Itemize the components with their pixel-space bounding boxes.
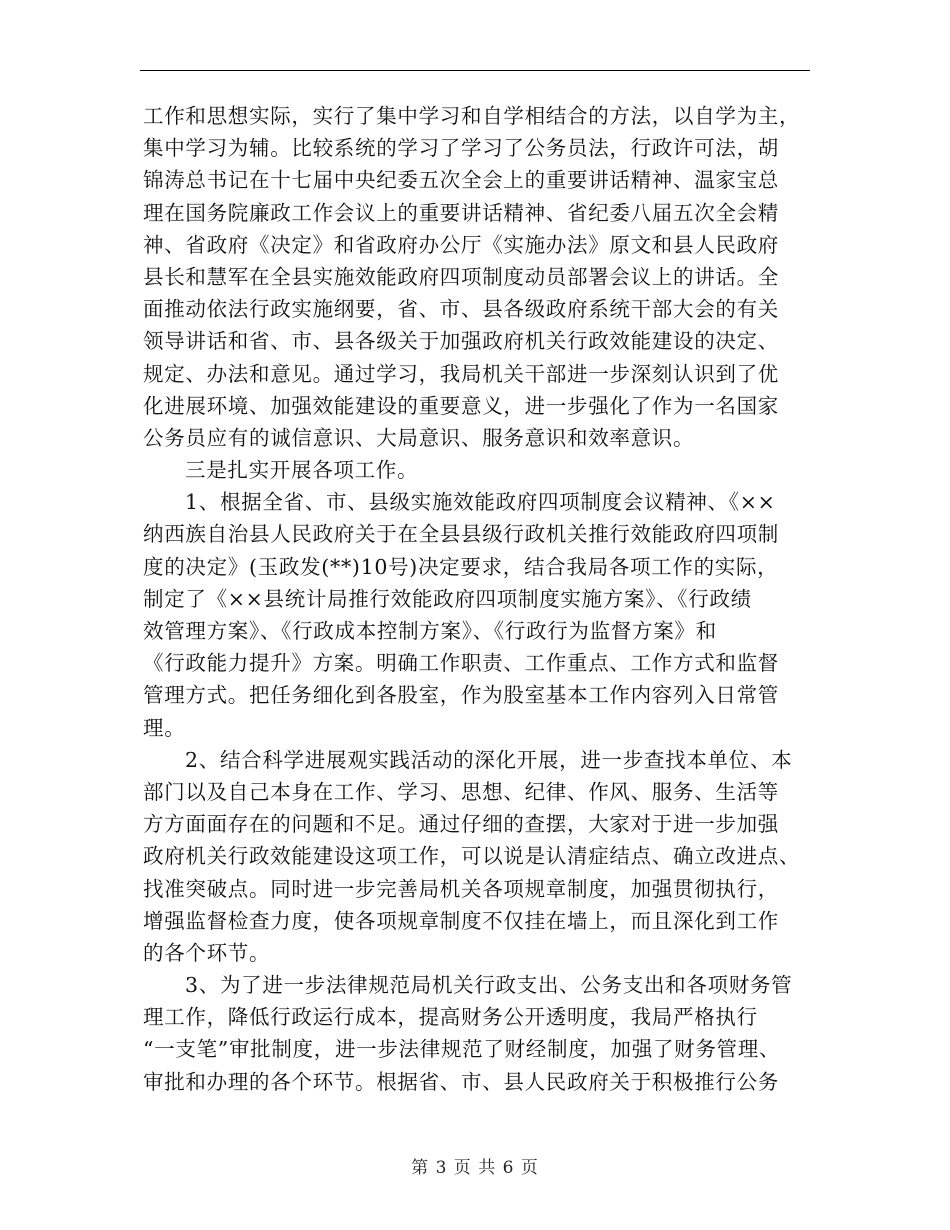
text-line: 理。 — [143, 715, 186, 740]
text-line: 方方面面存在的问题和不足。通过仔细的查摆，大家对于进一步加强 — [143, 812, 779, 837]
text-line: 理工作，降低行政运行成本，提高财务公开透明度，我局严格执行 — [143, 1005, 758, 1030]
header-rule — [140, 70, 810, 71]
text-line: 面推动依法行政实施纲要，省、市、县各级政府系统干部大会的有关 — [143, 297, 779, 322]
paragraph-start: 1、根据全省、市、县级实施效能政府四项制度会议精神、《×× — [185, 490, 776, 515]
text-line: 政府机关行政效能建设这项工作，可以说是认清症结点、确立改进点、 — [143, 844, 801, 869]
text-line: 工作和思想实际，实行了集中学习和自学相结合的方法，以自学为主， — [143, 104, 801, 128]
text-line: 效管理方案》、《行政成本控制方案》、《行政行为监督方案》和 — [143, 619, 717, 643]
text-line: 度的决定》(玉政发(**)10号)决定要求，结合我局各项工作的实际， — [143, 554, 779, 579]
text-line: 《行政能力提升》方案。明确工作职责、工作重点、工作方式和监督 — [143, 651, 779, 676]
text-line: 理在国务院廉政工作会议上的重要讲话精神、省纪委八届五次全会精 — [143, 200, 779, 225]
text-line: 领导讲话和省、市、县各级关于加强政府机关行政效能建设的决定、 — [143, 329, 779, 354]
text-line: 集中学习为辅。比较系统的学习了学习了公务员法，行政许可法，胡 — [143, 136, 779, 161]
text-line: 部门以及自己本身在工作、学习、思想、纪律、作风、服务、生活等 — [143, 779, 779, 804]
text-line: 神、省政府《决定》和省政府办公厅《实施办法》原文和县人民政府 — [143, 232, 779, 257]
paragraph-start: 2、结合科学进展观实践活动的深化开展，进一步查找本单位、本 — [185, 747, 793, 772]
text-line: 化进展环境、加强效能建设的重要意义，进一步强化了作为一名国家 — [143, 393, 779, 418]
text-line: 县长和慧军在全县实施效能政府四项制度动员部署会议上的讲话。全 — [143, 264, 779, 289]
text-line: “一支笔”审批制度，进一步法律规范了财经制度，加强了财务管理、 — [143, 1037, 781, 1062]
text-line: 找准突破点。同时进一步完善局机关各项规章制度，加强贯彻执行， — [143, 876, 779, 901]
document-body — [143, 100, 813, 1098]
text-line: 制定了《××县统计局推行效能政府四项制度实施方案》、《行政绩 — [143, 586, 752, 611]
page-number: 第 3 页 共 6 页 — [411, 1158, 539, 1178]
text-line: 纳西族自治县人民政府关于在全县县级行政机关推行效能政府四项制 — [143, 522, 779, 547]
text-line: 管理方式。把任务细化到各股室，作为股室基本工作内容列入日常管 — [143, 683, 779, 708]
section-heading: 三是扎实开展各项工作。 — [185, 458, 419, 483]
text-line: 审批和办理的各个环节。根据省、市、县人民政府关于积极推行公务 — [143, 1069, 779, 1094]
text-line: 规定、办法和意见。通过学习，我局机关干部进一步深刻认识到了优 — [143, 361, 779, 386]
text-line: 的各个环节。 — [143, 940, 271, 965]
text-line: 增强监督检查力度，使各项规章制度不仅挂在墙上，而且深化到工作 — [143, 908, 779, 933]
text-line: 公务员应有的诚信意识、大局意识、服务意识和效率意识。 — [143, 425, 695, 450]
text-line: 锦涛总书记在十七届中央纪委五次全会上的重要讲话精神、温家宝总 — [143, 168, 779, 193]
paragraph-start: 3、为了进一步法律规范局机关行政支出、公务支出和各项财务管 — [185, 973, 793, 998]
